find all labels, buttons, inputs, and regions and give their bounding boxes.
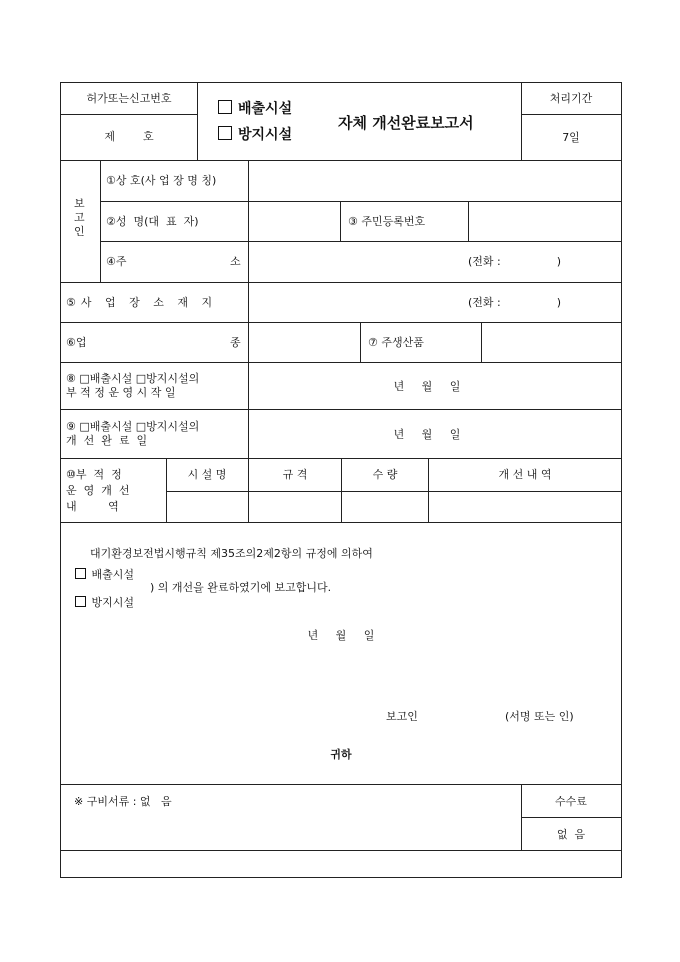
prevention-facility-option[interactable]: 방지시설 xyxy=(218,126,292,144)
processing-period-label: 처리기간 xyxy=(549,92,593,105)
main-product-label: ⑦ 주생산품 xyxy=(368,336,424,349)
completion-date[interactable]: 년 월 일 xyxy=(393,428,461,441)
completion-label-2: 개 선 완 료 일 xyxy=(66,434,148,447)
column-facility-name: 시 설 명 xyxy=(187,468,227,481)
completion-label-1: ⑨ □배출시설 □방지시설의 xyxy=(66,420,200,433)
business-name-label: ①상 호(사 업 장 명 칭) xyxy=(106,174,217,187)
column-quantity: 수 량 xyxy=(372,468,398,481)
reporter-group-label: 보고인 xyxy=(74,197,85,238)
recipient-label: 귀하 xyxy=(330,748,352,761)
site-phone[interactable]: (전화 : ) xyxy=(468,296,561,309)
prevention-facility-checkbox[interactable] xyxy=(218,126,232,140)
details-label-2: 운 영 개 선 xyxy=(66,484,130,497)
processing-period-value: 7일 xyxy=(562,131,580,144)
report-date[interactable]: 년 월 일 xyxy=(307,629,375,642)
fee-value: 없 음 xyxy=(556,828,586,841)
address-label-right: 소 xyxy=(230,255,241,268)
resident-number-label: ③ 주민등록번호 xyxy=(348,215,426,228)
improper-operation-label-1: ⑧ □배출시설 □방지시설의 xyxy=(66,372,200,385)
business-type-label-right: 종 xyxy=(230,336,241,349)
required-documents-label: ※ 구비서류 : 없 음 xyxy=(74,795,172,808)
fee-label: 수수료 xyxy=(555,795,587,808)
emission-facility-checkbox[interactable] xyxy=(218,100,232,114)
reporter-label: 보고인 xyxy=(386,710,418,723)
column-improvement-detail: 개 선 내 역 xyxy=(498,468,552,481)
details-input-row[interactable] xyxy=(167,492,621,521)
statement-prevention-option[interactable]: 방지시설 xyxy=(75,596,134,609)
emission-facility-option[interactable]: 배출시설 xyxy=(218,100,292,118)
statement-prevention-checkbox[interactable] xyxy=(75,596,86,607)
form-title: 자체 개선완료보고서 xyxy=(338,114,474,132)
representative-name-label: ②성 명(대 표 자) xyxy=(106,215,199,228)
site-location-label: ⑤사 업 장 소 재 지 xyxy=(66,296,218,309)
completion-statement: ) 의 개선을 완료하였기에 보고합니다. xyxy=(150,581,332,594)
improper-operation-date[interactable]: 년 월 일 xyxy=(393,380,461,393)
address-label-left: ④주 xyxy=(106,255,127,268)
details-label-1: ⑩부 적 정 xyxy=(66,468,122,481)
statement-emission-option[interactable]: 배출시설 xyxy=(75,568,134,581)
regulation-text: 대기환경보전법시행규칙 제35조의2제2항의 규정에 의하여 xyxy=(90,547,373,560)
business-type-label-left: ⑥업 xyxy=(66,336,87,349)
improper-operation-label-2: 부 적 정 운 영 시 작 일 xyxy=(66,386,176,399)
column-spec: 규 격 xyxy=(282,468,308,481)
permit-number-label: 허가또는신고번호 xyxy=(86,92,172,105)
details-label-3: 내 역 xyxy=(66,500,119,513)
address-phone[interactable]: (전화 : ) xyxy=(468,255,561,268)
permit-number-field[interactable]: 제 호 xyxy=(104,130,154,143)
signature-field[interactable]: (서명 또는 인) xyxy=(505,710,574,723)
statement-emission-checkbox[interactable] xyxy=(75,568,86,579)
